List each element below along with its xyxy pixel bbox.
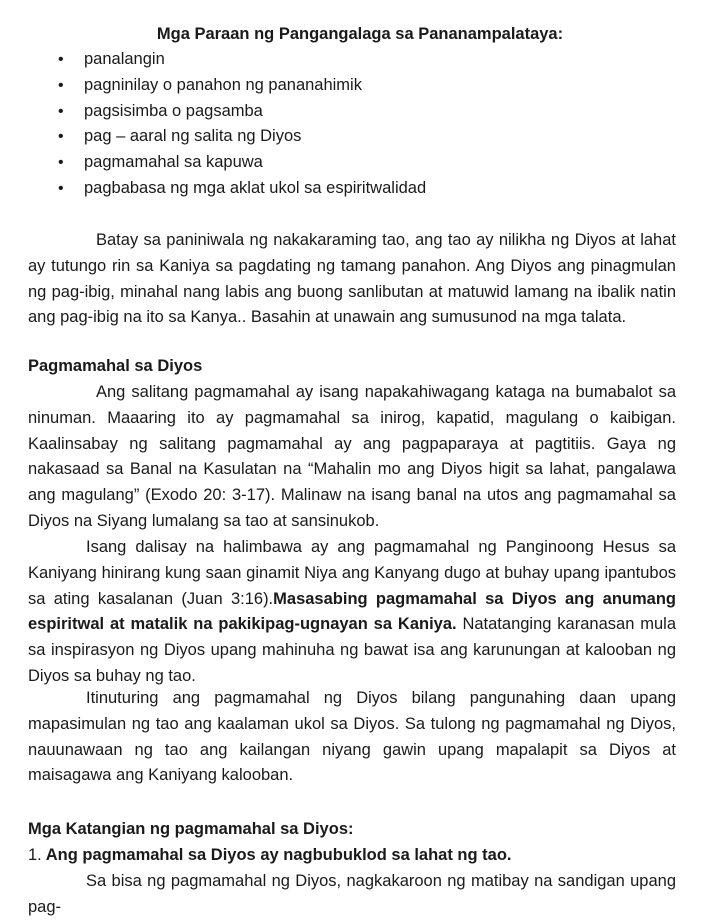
intro-text: Batay sa paniniwala ng nakakaraming tao, ang tao ay nilikha ng Diyos at lahat ay tutungo rin sa Kaniya sa pagdating ng tamang panahon. Ang Diyos ang pinagmulan ng pag-ibig, minahal nang labis ang buong sanlibutan at matuwid lamang na ibalik natin ang pag-ibig na ito sa Kanya.. Basahin at unawain ang sumusunod na mga talata.	[28, 231, 676, 327]
care-methods-list	[58, 47, 426, 202]
list-item: • panalangin	[58, 47, 426, 73]
paragraph-3	[28, 686, 676, 789]
list-item: • pagsisimba o pagsamba	[58, 99, 426, 125]
paragraph-2	[28, 535, 676, 690]
item-1-paragraph	[28, 869, 676, 921]
paragraph-2-bold: Masasabing pagmamahal sa Diyos ang anumang espiritwal at matalik na pakikipag-ugnayan sa Kaniya.	[28, 589, 676, 634]
paragraph-1-text: Ang salitang pagmamahal ay isang napakahiwagang kataga na bumabalot sa ninuman. Maaaring ito ay pagmamahal sa inirog, kapatid, magulang o kaibigan. Kaalinsabay ng salitang pagmamahal ay ang pagpaparaya at pagtitiis. Gaya ng nakasaad sa Banal na Kasulatan na “Mahalin mo ang Diyos higit sa lahat, pangalawa ang magulang” (Exodo 20: 3-17). Malinaw na isang banal na utos ang pagmamahal sa Diyos na Siyang lumalang sa tao at sansinukob.	[28, 383, 676, 530]
section-heading-characteristics: Mga Katangian ng pagmamahal sa Diyos:	[28, 820, 354, 838]
paragraph-2-end: Natatanging karanasan mula sa inspirasyon ng Diyos upang mahinuha ng bawat isa ang karunungan at kalooban ng Diyos sa buhay ng tao.	[28, 615, 676, 685]
list-item: • pag – aaral ng salita ng Diyos	[58, 124, 426, 150]
intro-paragraph	[28, 228, 676, 331]
list-item: • pagbabasa ng mga aklat ukol sa espiritwalidad	[58, 176, 426, 202]
paragraph-1	[28, 380, 676, 535]
item-1-text: Sa bisa ng pagmamahal ng Diyos, nagkakaroon ng matibay na sandigan upang pag-	[28, 872, 676, 916]
paragraph-2-start: Isang dalisay na halimbawa ay ang pagmamahal ng Panginoong Hesus sa Kaniyang hinirang kung saan ginamit Niya ang Kanyang dugo at buhay upang ipantubos sa ating kasalanan (Juan 3:16).	[28, 538, 676, 608]
page-title: Mga Paraan ng Pangangalaga sa Pananampalataya:	[156, 25, 564, 43]
item-number: 1.	[28, 846, 42, 864]
item-1-title: Ang pagmamahal sa Diyos ay nagbubuklod sa lahat ng tao.	[45, 846, 512, 864]
characteristic-item-1	[28, 843, 512, 869]
list-item: • pagninilay o panahon ng pananahimik	[58, 73, 426, 99]
section-heading-love-god: Pagmamahal sa Diyos	[28, 357, 203, 375]
list-item: • pagmamahal sa kapuwa	[58, 150, 426, 176]
paragraph-3-text: Itinuturing ang pagmamahal ng Diyos bilang pangunahing daan upang mapasimulan ng tao ang kaalaman ukol sa Diyos. Sa tulong ng pagmamahal ng Diyos, nauunawaan ng tao ang kailangan niyang gawin upang mapalapit sa Diyos at maisagawa ang Kaniyang kalooban.	[28, 689, 676, 785]
